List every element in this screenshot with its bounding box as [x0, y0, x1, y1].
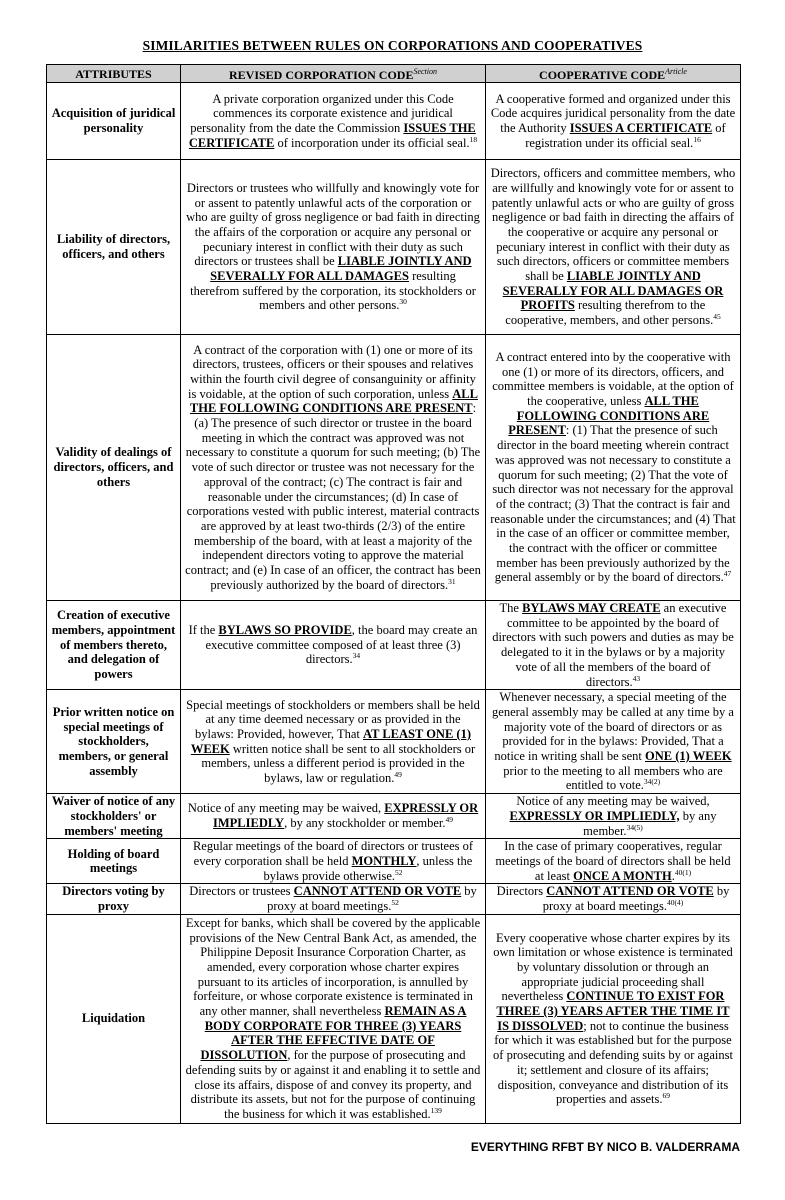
footnote-reference: 40(4) [667, 897, 684, 907]
emphasized-text: ALL THE FOLLOWING CONDITIONS ARE PRESENT [189, 386, 478, 416]
footnote-reference: 47 [723, 569, 732, 579]
attribute-cell: Directors voting by proxy [47, 884, 181, 914]
header-corp-label: REVISED CORPORATION CODE [228, 68, 414, 82]
footnote-reference: 18 [469, 134, 478, 144]
emphasized-text: EXPRESSLY OR IMPLIEDLY, [509, 808, 680, 823]
corporation-code-cell [181, 601, 486, 690]
footnote-reference: 34(2) [643, 777, 661, 787]
cell-text: Special meetings of stockholders or members shall be held at any time deemed necessary or as provided in the bylaws: Provided, however, That [186, 697, 480, 741]
cell-text: by proxy at board meetings. [267, 884, 477, 914]
cell-text: by proxy at board meetings. [542, 884, 730, 914]
header-corp-sup: Section [413, 67, 437, 76]
cell-text: : (1) That the presence of such director in the board meeting wherein contract was approved was not necessary to constitute a quorum for such meeting; (2) That the vote of such director was not necessary for the approval of the contract; (3) That the contract is fair and reasonable under the circumstances; and (4) That in the case of an officer or committee member, the contract with the officer or committee member has been previously authorized by the general assembly or by the board of directors. [490, 423, 736, 585]
cell-text: an executive committee to be appointed by the board of directors with such powers and duties as may be delegated to it in the bylaws or by a majority vote of all the members of the board of directors. [492, 601, 734, 689]
cell-text: , by any stockholder or member. [284, 816, 446, 831]
table-row [47, 839, 741, 884]
table-row [47, 335, 741, 601]
cell-text: A contract entered into by the cooperative with one (1) or more of its directors, officers, and committee members is voidable, at the option of the cooperative, unless [492, 349, 734, 408]
cell-text: . [671, 868, 675, 883]
footnote-reference: 16 [693, 134, 701, 144]
cooperative-code-cell [486, 839, 741, 884]
cell-text: A cooperative formed and organized under this Code acquires juridical personality from the date the Authority [490, 91, 736, 135]
footnote-reference: 49 [394, 769, 402, 779]
corporation-code-cell [181, 690, 486, 794]
emphasized-text: ALL THE FOLLOWING CONDITIONS ARE PRESENT [508, 393, 710, 438]
corporation-code-cell [181, 83, 486, 160]
cell-text: The [499, 601, 523, 615]
cell-text: Notice of any meeting may be waived, [187, 801, 385, 816]
cooperative-code-cell [486, 601, 741, 690]
cooperative-code-cell [486, 884, 741, 914]
table-row [47, 884, 741, 914]
footer-credit: EVERYTHING RFBT BY NICO B. VALDERRAMA [470, 1140, 740, 1154]
footnote-reference: 40(1) [674, 867, 692, 877]
corporation-code-cell [181, 839, 486, 884]
footnote-reference: 31 [448, 576, 456, 586]
emphasized-text: MONTHLY [351, 853, 417, 868]
corporation-code-cell [181, 914, 486, 1123]
table-row [47, 914, 741, 1123]
attribute-cell: Validity of dealings of directors, officers, and others [47, 335, 181, 601]
cell-text: Every cooperative whose charter expires by its own limitation or whose existence is terminated by voluntary dissolution or through an appropriate judicial proceeding shall nevertheless [493, 930, 733, 1004]
emphasized-text: ISSUES A CERTIFICATE [569, 121, 713, 135]
cell-text: prior to the meeting to all members who are entitled to vote. [503, 763, 723, 793]
corporation-code-cell [181, 884, 486, 914]
cell-text: Whenever necessary, a special meeting of the general assembly may be called at any time by a majority vote of the board of directors or as provided for in the bylaws: Provided, That a notice in writing shall be sent [492, 690, 734, 764]
cooperative-code-cell [486, 690, 741, 794]
cell-text: Directors or trustees who willfully and knowingly vote for or assent to patently unlawful acts of the corporation or who are guilty of gross negligence or bad faith in directing the affairs of the corporation or acquire any personal or pecuniary interest in conflict with their duty as such directors or trustees shall be [186, 180, 480, 269]
cell-text: written notice shall be sent to all stockholders or members, unless a different period is provided in the bylaws, law or regulation. [201, 741, 476, 786]
emphasized-text: BYLAWS MAY CREATE [522, 601, 661, 615]
emphasized-text: BYLAWS SO PROVIDE [218, 623, 352, 638]
emphasized-text: EXPRESSLY OR IMPLIEDLY [212, 801, 479, 831]
emphasized-text: ISSUES THE CERTIFICATE [188, 121, 476, 150]
cell-text: of incorporation under its official seal. [274, 135, 470, 150]
header-cooperative-code [486, 65, 741, 83]
emphasized-text: AT LEAST ONE (1) WEEK [190, 726, 471, 756]
footnote-reference: 49 [445, 815, 453, 825]
cooperative-code-cell [486, 914, 741, 1123]
corporation-code-cell [181, 335, 486, 601]
emphasized-text: CONTINUE TO EXIST FOR THREE (3) YEARS AFTER THE TIME IT IS DISSOLVED [496, 989, 730, 1033]
attribute-cell: Acquisition of juridical personality [47, 83, 181, 160]
cell-text: In the case of primary cooperatives, regular meetings of the board of directors shall be held at least [495, 839, 731, 883]
table-row [47, 83, 741, 160]
cell-text: If the [188, 623, 219, 638]
attribute-cell: Waiver of notice of any stockholders' or members' meeting [47, 794, 181, 839]
emphasized-text: CANNOT ATTEND OR VOTE [546, 884, 714, 899]
cell-text: resulting therefrom to the cooperative, members, and other persons. [505, 298, 714, 328]
cell-text: A contract of the corporation with (1) one or more of its directors, trustees, officers or their spouses and relatives within the fourth civil degree of consanguinity or affinity is voidable, at the option of such corporation, unless [188, 342, 476, 401]
cell-text: ; not to continue the business for which it was established but for the purpose of prosecuting and defending suits by or against it; settlement and closure of its affairs; disposition, conveyance and distribution of its properties and assets. [493, 1018, 733, 1107]
cooperative-code-cell [486, 83, 741, 160]
emphasized-text: ONCE A MONTH [573, 868, 672, 883]
attribute-cell: Holding of board meetings [47, 839, 181, 884]
footnote-reference: 139 [430, 1105, 442, 1115]
cell-text: resulting therefrom suffered by the corporation, its stockholders or members and other persons. [190, 269, 476, 313]
cell-text: Directors [496, 884, 547, 899]
footnote-reference: 43 [632, 673, 641, 683]
cell-text: , the board may create an executive committee composed of at least three (3) directors. [205, 623, 478, 667]
cell-text: by any member. [583, 808, 717, 838]
attribute-cell: Liquidation [47, 914, 181, 1123]
footnote-reference: 52 [391, 897, 399, 907]
emphasized-text: LIABLE JOINTLY AND SEVERALLY FOR ALL DAMAGES [210, 254, 472, 284]
emphasized-text: CANNOT ATTEND OR VOTE [293, 884, 462, 899]
cell-text: Notice of any meeting may be waived, [516, 794, 710, 809]
corporation-code-cell [181, 160, 486, 335]
emphasized-text: LIABLE JOINTLY AND SEVERALLY FOR ALL DAMAGES OR PROFITS [502, 269, 724, 313]
cooperative-code-cell [486, 794, 741, 839]
cell-text: Directors or trustees [189, 884, 294, 899]
attribute-cell: Prior written notice on special meetings of stockholders, members, or general assembly [47, 690, 181, 794]
attribute-cell: Liability of directors, officers, and others [47, 160, 181, 335]
cell-text: A private corporation organized under this Code commences its corporate existence and juridical personality from the date the Commission [190, 91, 454, 135]
cell-text: , for the purpose of prosecuting and defending suits by or against it and enabling it to settle and close its affairs, dispose of and convey its property, and distribute its assets, but not for the purpose of continuing the business for which it was established. [185, 1048, 481, 1121]
cooperative-code-cell [486, 335, 741, 601]
cell-text: , unless the bylaws provide otherwise. [263, 853, 473, 883]
cell-text: Directors, officers and committee members, who are willfully and knowingly vote for or assent to patently unlawful acts or who are guilty of gross negligence or bad faith in directing the affairs of the cooperative or acquire any personal or pecuniary interest in conflict with their duty as such directors, officers or committee members shall be [490, 166, 736, 284]
table-row [47, 160, 741, 335]
table-header-row [47, 65, 741, 83]
table-row [47, 794, 741, 839]
cell-text: Regular meetings of the board of directors or trustees of every corporation shall be held [192, 839, 474, 868]
table-row [47, 690, 741, 794]
cooperative-code-cell [486, 160, 741, 335]
cell-text: of registration under its official seal. [525, 121, 726, 150]
footnote-reference: 34 [352, 651, 361, 661]
attribute-cell: Creation of executive members, appointment of members thereto, and delegation of powers [47, 601, 181, 690]
header-attributes: ATTRIBUTES [47, 65, 181, 83]
cell-text: : (a) The presence of such director or trustee in the board meeting in which the contract was approved was not necessary to constitute a quorum for such meeting; (b) The vote of such director or trustee was not necessary for the approval of the contract; (c) The contract is fair and reasonable under the circumstances; (d) In case of corporations vested with public interest, material contracts are approved by at least two-thirds (2/3) of the entire membership of the board, with at least a majority of the independent directors voting to approve the material contract; and (e) In case of an officer, the contract has been previously authorized by the board of directors. [185, 401, 481, 592]
footnote-reference: 52 [395, 867, 403, 877]
footnote-reference: 30 [399, 297, 407, 307]
footnote-reference: 34(5) [626, 822, 643, 832]
header-coop-label: COOPERATIVE CODE [539, 68, 666, 82]
emphasized-text: REMAIN AS A BODY CORPORATE FOR THREE (3) YEARS AFTER THE EFFECTIVE DATE OF DISSOLUTION [200, 1004, 467, 1063]
header-coop-sup: Article [665, 67, 687, 76]
table-row [47, 601, 741, 690]
emphasized-text: ONE (1) WEEK [645, 749, 732, 764]
header-corporation-code [181, 65, 486, 83]
document-title: SIMILARITIES BETWEEN RULES ON CORPORATIONS AND COOPERATIVES [142, 38, 643, 53]
footnote-reference: 45 [713, 312, 721, 321]
cell-text: Except for banks, which shall be covered by the applicable provisions of the New Central Bank Act, as amended, the Philippine Deposit Insurance Corporation Charter, as amended, every corporation whose charter expires pursuant to its articles of incorporation, is annulled by forfeiture, or whose corporate existence is terminated in any other manner, shall nevertheless [185, 915, 481, 1019]
corporation-code-cell [181, 794, 486, 839]
comparison-table [46, 64, 741, 1124]
footnote-reference: 69 [662, 1091, 671, 1101]
